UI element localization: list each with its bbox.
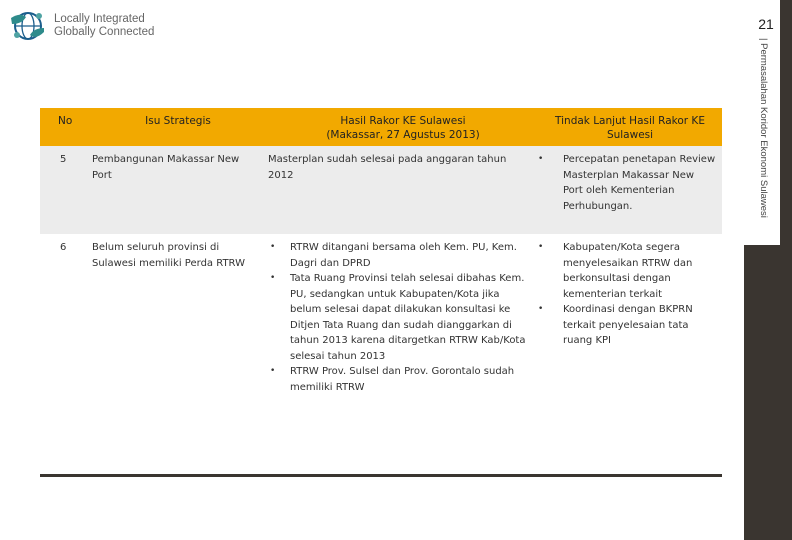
- table-row: [40, 234, 722, 466]
- list-item: • Percepatan penetapan Review Masterplan Makassar New Port oleh Kementerian Perhubungan.: [538, 152, 716, 214]
- logo-line-1: Locally Integrated: [54, 13, 145, 25]
- header-hasil-rakor: [268, 108, 538, 146]
- issues-table: [40, 108, 722, 466]
- list-item: • Tata Ruang Provinsi telah selesai dibahas Kem. PU, sedangkan untuk Kabupaten/Kota jika belum selesai dapat dilakukan konsultasi ke Ditjen Tata Ruang dan sudah dianggarkan di tahun 2013 karena ditargetkan RTRW Kab/Kota selesai tahun 2013: [268, 271, 532, 364]
- list-item: • Koordinasi dengan BKPRN terkait penyelesaian tata ruang KPI: [538, 302, 716, 349]
- logo: [8, 8, 154, 44]
- table-row: [40, 146, 722, 234]
- header-hasil-line-2: (Makassar, 27 Agustus 2013): [326, 129, 480, 141]
- row-number: 6: [60, 242, 67, 253]
- page-number: 21: [758, 16, 774, 32]
- sidebar-header-panel: [744, 0, 780, 245]
- header-no: No: [58, 115, 73, 127]
- logo-tagline: [54, 13, 154, 39]
- row-isu: Belum seluruh provinsi di Sulawesi memiliki Perda RTRW: [92, 242, 245, 269]
- list-item: • RTRW ditangani bersama oleh Kem. PU, Kem. Dagri dan DPRD: [268, 240, 532, 271]
- header-tindak-lanjut: [538, 108, 722, 146]
- header-hasil-line-1: Hasil Rakor KE Sulawesi: [340, 115, 466, 127]
- header-isu-strategis: Isu Strategis: [145, 115, 211, 127]
- row-hasil: Masterplan sudah selesai pada anggaran tahun 2012: [268, 154, 507, 181]
- table-header-row: [40, 108, 722, 146]
- row-hasil: [268, 234, 538, 466]
- row-number: 5: [60, 154, 67, 165]
- list-item: • RTRW Prov. Sulsel dan Prov. Gorontalo sudah memiliki RTRW: [268, 364, 532, 395]
- row-isu: Pembangunan Makassar New Port: [92, 154, 240, 181]
- logo-line-2: Globally Connected: [54, 26, 155, 38]
- row-tindak-lanjut: [538, 146, 722, 234]
- header-tindak-line-1: Tindak Lanjut Hasil Rakor KE: [555, 115, 705, 127]
- header-tindak-line-2: Sulawesi: [606, 129, 654, 141]
- section-title: | Permasalahan Koridor Ekonomi Sulawesi: [758, 38, 769, 218]
- globe-logo-icon: [8, 8, 48, 44]
- table-bottom-rule: [40, 474, 722, 477]
- sidebar: [744, 0, 792, 540]
- row-tindak-lanjut: [538, 234, 722, 466]
- list-item: • Kabupaten/Kota segera menyelesaikan RTRW dan berkonsultasi dengan kementerian terkait: [538, 240, 716, 302]
